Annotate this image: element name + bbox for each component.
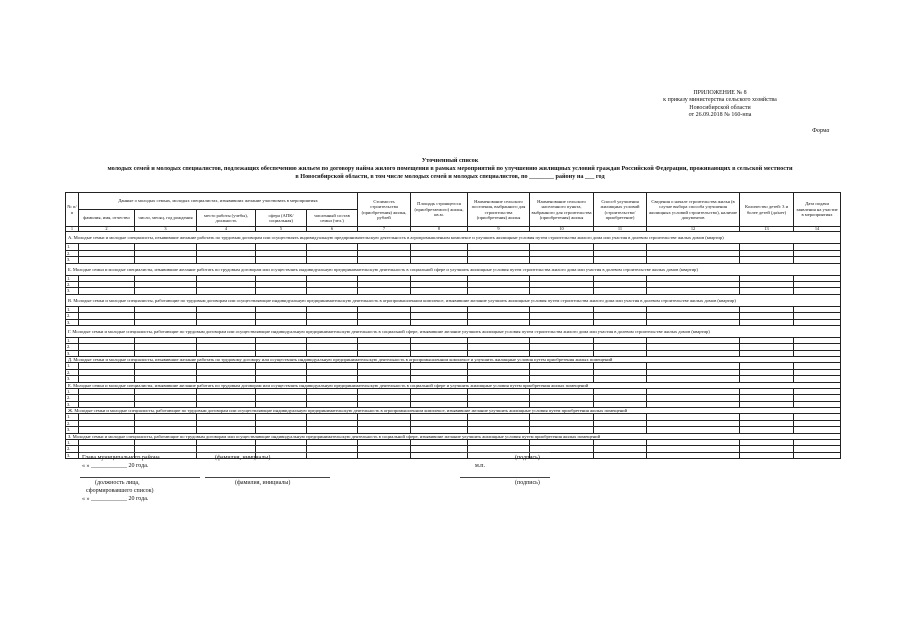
appendix-header: [640, 90, 800, 120]
seal-mark: м.п.: [475, 463, 486, 469]
form-label: Форма: [812, 128, 830, 134]
row-number-cell: 2.: [66, 369, 79, 375]
row-number-cell: 2.: [66, 250, 79, 256]
row-number-cell: 1.: [66, 439, 79, 445]
header-area: Площадь строящегося (приобретаемого) жилья, кв.м.: [411, 193, 468, 227]
row-number-cell: 3.: [66, 288, 79, 294]
document-title: [60, 157, 840, 182]
sign-caption-1: (подпись): [515, 455, 540, 461]
row-number-cell: 3.: [66, 319, 79, 325]
header-construction-info: Сведения о начале строительства жилья (в случае выбора способа улучшения жилищных условий строительство), наличие документов: [647, 193, 740, 227]
column-number: 3: [135, 227, 197, 232]
name1-line: [200, 452, 310, 453]
row-number-cell: 2.: [66, 446, 79, 452]
appendix-line: Новосибирской области: [689, 104, 751, 111]
category-row: [66, 232, 841, 244]
column-number: 7: [358, 227, 411, 232]
row-number-cell: 1.: [66, 388, 79, 394]
row-number-cell: 3.: [66, 376, 79, 382]
category-label: В. Молодые семьи и молодые специалисты, работающие по трудовым договорам или осуществляющие индивидуальную предпринимательскую деятельность в агропромышленном комплексе, изъявившие желание улучшить жилищные условия путем строительства жилого дома или участия в долевом строительстве жилых домов (квартир): [66, 294, 841, 306]
category-label: Ж. Молодые семьи и молодые специалисты, работающие по трудовым договорам или осуществляющие индивидуальную предпринимательскую деятельность в агропромышленном комплексе, изъявившие желание улучшить жилищные условия путем приобретения жилых помещений: [66, 408, 841, 414]
column-number: 10: [530, 227, 594, 232]
row-number-cell: 3.: [66, 427, 79, 433]
date-line-1: « » ____________ 20 года.: [82, 463, 149, 469]
category-label: Б. Молодые семьи и молодые специалисты, изъявившие желание работать по трудовым договорам или осуществлять индивидуальную предпринимательскую деятельность в социальной сфере и улучшить жилищные условия путем строительства жилого дома или участия в долевом строительстве жилых домов (квартир): [66, 263, 841, 275]
table-cell[interactable]: [358, 452, 411, 458]
column-number: 8: [411, 227, 468, 232]
column-number: 6: [307, 227, 358, 232]
row-number-cell: 3.: [66, 452, 79, 458]
families-table: [65, 192, 841, 459]
row-number-cell: 2.: [66, 420, 79, 426]
header-birth-date: число, месяц, год рождения: [135, 210, 197, 227]
column-number: 12: [647, 227, 740, 232]
column-number: 1: [66, 227, 79, 232]
column-number: 11: [594, 227, 647, 232]
category-label: А. Молодые семьи и молодые специалисты, изъявившие желание работать по трудовым договорам или осуществлять индивидуальную предпринимательскую деятельность в агропромышленном комплексе и улучшить жилищные условия путем строительства жилого дома или участия в долевом строительстве жилых домов (квартир): [66, 232, 841, 244]
header-sphere: сфера (АПК/социальная): [256, 210, 307, 227]
header-full-name: фамилия, имя, отчество: [79, 210, 135, 227]
column-number: 13: [740, 227, 794, 232]
date-line-2: « » ____________ 20 года.: [82, 496, 149, 502]
table-cell[interactable]: [594, 452, 647, 458]
table-row: [66, 452, 841, 458]
category-label: Г. Молодые семьи и молодые специалисты, работающие по трудовым договорам или осуществляющие индивидуальную предпринимательскую деятельность в социальной сфере, изъявившие желание улучшить жилищные условия путем строительства жилого дома или участия в долевом строительстве жилых домов (квартир): [66, 326, 841, 338]
name-caption-1: (фамилия, инициалы): [215, 455, 271, 461]
header-application-date: Дата подачи заявления на участие в мероприятиях: [794, 193, 841, 227]
header-num: № п/п: [66, 193, 79, 227]
head-signature-line: [80, 452, 200, 453]
header-family-data: Данные о молодых семьях, молодых специалистах, изъявивших желание участвовать в мероприятиях: [79, 193, 358, 210]
row-number-cell: 1.: [66, 244, 79, 250]
header-family-size: численный состав семьи (чел.): [307, 210, 358, 227]
column-number: 9: [468, 227, 530, 232]
appendix-line: ПРИЛОЖЕНИЕ № 8: [693, 90, 747, 96]
header-workplace: место работы (учебы), должность: [197, 210, 256, 227]
row-number-cell: 1.: [66, 338, 79, 344]
row-number-cell: 3.: [66, 401, 79, 407]
row-number-cell: 1.: [66, 306, 79, 312]
name-caption-2: (фамилия, инициалы): [235, 480, 291, 486]
table-cell[interactable]: [307, 452, 358, 458]
row-number-cell: 1.: [66, 275, 79, 281]
row-number-cell: 2.: [66, 344, 79, 350]
column-number: 2: [79, 227, 135, 232]
row-number-cell: 2.: [66, 313, 79, 319]
category-label: Д. Молодые семьи и молодые специалисты, изъявившие желание работать по трудовому договору или осуществлять индивидуальную предпринимательскую деятельность в агропромышленном комплексе и улучшить жилищные условия путем приобретения жилых помещений: [66, 357, 841, 363]
sign2-line: [460, 477, 550, 478]
category-row: [66, 294, 841, 306]
position-caption: (должность лица,: [95, 480, 140, 486]
header-cost: Стоимость строительства (приобретения) жилья, рублей: [358, 193, 411, 227]
column-number: 4: [197, 227, 256, 232]
title-line-2: молодых семей и молодых специалистов, подлежащих обеспечению жильем по договору найма жилого помещения в рамках мероприятий по улучшению жилищных условий граждан Российской Федерации, проживающих в сельской местности: [107, 165, 793, 173]
sign1-line: [460, 452, 550, 453]
row-number-cell: 3.: [66, 350, 79, 356]
table-cell[interactable]: [794, 452, 841, 458]
category-row: [66, 263, 841, 275]
table-cell[interactable]: [740, 452, 794, 458]
header-method: Способ улучшения жилищных условий (строительство/приобретение): [594, 193, 647, 227]
position-caption-2: сформировавшего список): [86, 488, 154, 494]
table-cell[interactable]: [647, 452, 740, 458]
category-row: [66, 326, 841, 338]
title-line-3: в Новосибирской области, в том числе молодых семей и молодых специалистов, по ________ району на ___ год: [295, 173, 605, 181]
row-number-cell: 1.: [66, 363, 79, 369]
appendix-line: от 26.09.2018 № 160-нпа: [688, 112, 752, 119]
title-line-1: Уточненный список: [421, 157, 479, 164]
table-cell[interactable]: [411, 452, 468, 458]
row-number-cell: 2.: [66, 282, 79, 288]
name2-line: [205, 477, 330, 478]
header-settlement: Наименование сельского поселения, выбранного для строительства (приобретения) жилья: [468, 193, 530, 227]
appendix-line: к приказу министерства сельского хозяйства: [663, 97, 777, 104]
category-label: З. Молодые семьи и молодые специалисты, работающие по трудовым договорам или осуществляющие индивидуальную предпринимательскую деятельность в социальной сфере, изъявившие желание улучшить жилищные условия путем приобретения жилых помещений: [66, 433, 841, 439]
row-number-cell: 2.: [66, 395, 79, 401]
row-number-cell: 3.: [66, 257, 79, 263]
column-number: 5: [256, 227, 307, 232]
category-label: Е. Молодые семьи и молодые специалисты, изъявившие желание работать по трудовым договорам или осуществлять индивидуальную предпринимательскую деятельность в социальной сфере и улучшить жилищные условия путем приобретения жилых помещений: [66, 382, 841, 388]
sign-caption-2: (подпись): [515, 480, 540, 486]
position-line: [80, 477, 200, 478]
header-locality: Наименование сельского населенного пункта, выбранного для строительства (приобретения) жилья: [530, 193, 594, 227]
head-title: Глава муниципального района: [82, 455, 160, 461]
row-number-cell: 1.: [66, 414, 79, 420]
header-children: Количество детей: 3 и более детей (да/нет): [740, 193, 794, 227]
column-number: 14: [794, 227, 841, 232]
